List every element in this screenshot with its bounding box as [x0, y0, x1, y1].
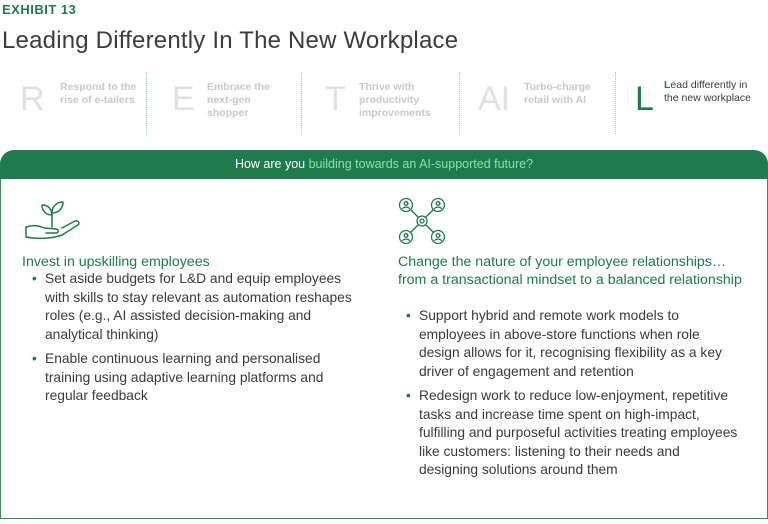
- step-ai: [478, 70, 608, 136]
- step-description: Thrive with productivity improvements: [359, 81, 431, 119]
- retail-framework-steps: [0, 70, 768, 136]
- step-description: Respond to the rise of e-tailers: [60, 81, 137, 106]
- step-letter: E: [172, 80, 195, 118]
- step-r: [20, 70, 140, 136]
- upskilling-heading: Invest in upskilling employees: [22, 254, 210, 270]
- upskilling-bullets: [32, 270, 367, 412]
- step-description: Lead differently in the new workplace: [664, 79, 751, 104]
- step-l-active: [633, 70, 763, 136]
- step-divider: [146, 72, 147, 134]
- relationships-heading: Change the nature of your employee relationships… from a transactional mindset to a balanced relationship: [398, 254, 742, 288]
- step-divider: [301, 72, 302, 134]
- step-letter: AI: [478, 80, 511, 118]
- step-divider: [615, 72, 616, 134]
- list-item: • Set aside budgets for L&D and equip employees with skills to stay relevant as automation reshapes roles (e.g., AI assisted decision-making and analytical thinking): [32, 270, 367, 344]
- list-item: • Enable continuous learning and personalised training using adaptive learning platforms and regular feedback: [32, 350, 367, 406]
- step-e: [172, 70, 292, 136]
- relationships-bullets: [406, 307, 741, 486]
- content-panel: [0, 179, 768, 519]
- page-title: Leading Differently In The New Workplace: [2, 27, 459, 54]
- people-network-icon: [398, 197, 446, 245]
- plant-in-hand-icon: [22, 197, 82, 241]
- step-description: Turbo-charge retail with AI: [524, 81, 591, 106]
- banner-text: How are you: [234, 157, 309, 171]
- exhibit-label: EXHIBIT 13: [2, 2, 77, 17]
- step-letter: L: [635, 80, 654, 118]
- step-letter: R: [20, 80, 45, 118]
- step-divider: [459, 72, 460, 134]
- list-item: • Support hybrid and remote work models to employees in above-store functions when role design allows for it, recognising flexibility as a key driver of engagement and retention: [406, 307, 741, 381]
- list-item: • Redesign work to reduce low-enjoyment, repetitive tasks and increase time spent on high-impact, fulfilling and purposeful activities treating employees like customers: listening to their needs and designing solutions around them: [406, 387, 741, 480]
- step-description: Embrace the next-gen shopper: [207, 81, 271, 119]
- step-t: [325, 70, 455, 136]
- question-banner: [0, 150, 768, 179]
- banner-highlight: building towards an AI-supported future?: [308, 157, 534, 171]
- step-letter: T: [325, 80, 346, 118]
